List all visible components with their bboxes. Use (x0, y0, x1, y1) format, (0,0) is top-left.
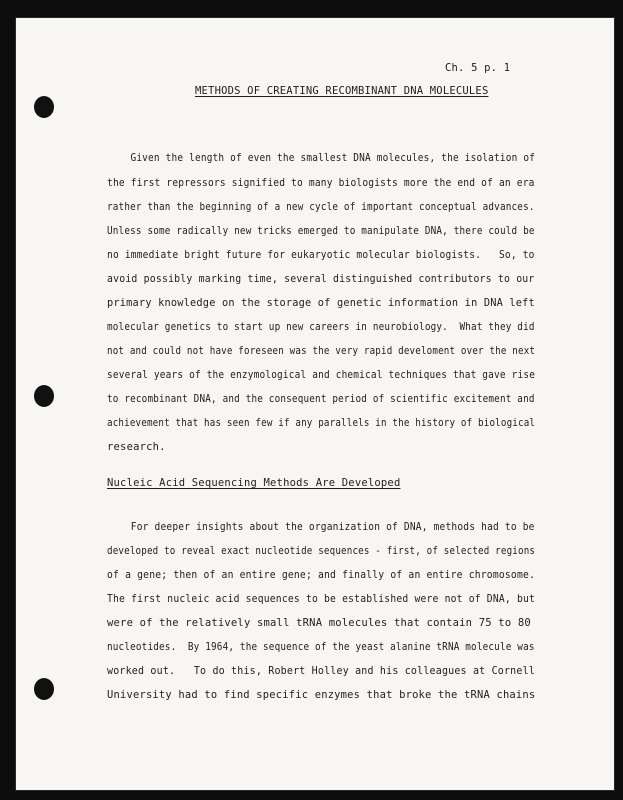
text-line: Unless some radically new tricks emerged to manipulate DNA, there could be (107, 225, 535, 237)
text-line: The first nucleic acid sequences to be established were not of DNA, but (107, 593, 536, 605)
text-line: to recombinant DNA, and the consequent period of scientific excitement and (107, 393, 535, 405)
section-heading: Nucleic Acid Sequencing Methods Are Developed (107, 477, 401, 489)
punch-hole (34, 96, 54, 118)
text-line: worked out. To do this, Robert Holley and his colleagues at Cornell (107, 665, 535, 677)
text-line: University had to find specific enzymes that broke the tRNA chains (107, 689, 536, 701)
text-line: the first repressors signified to many biologists more the end of an era (107, 177, 535, 189)
page-title: METHODS OF CREATING RECOMBINANT DNA MOLECULES (195, 85, 489, 97)
text-line: nucleotides. By 1964, the sequence of the yeast alanine tRNA molecule was (107, 641, 535, 653)
text-line: rather than the beginning of a new cycle of important conceptual advances. (107, 201, 535, 213)
text-line: primary knowledge on the storage of genetic information in DNA left (107, 297, 535, 309)
punch-hole (34, 678, 54, 700)
text-line: Given the length of even the smallest DNA molecules, the isolation of (107, 152, 536, 164)
page-number: Ch. 5 p. 1 (445, 62, 511, 74)
punch-hole (34, 385, 54, 407)
text-line: no immediate bright future for eukaryotic molecular biologists. So, to (107, 249, 535, 261)
text-line: achievement that has seen few if any parallels in the history of biological (107, 417, 536, 429)
text-line: avoid possibly marking time, several distinguished contributors to our (107, 273, 535, 285)
text-line: several years of the enzymological and chemical techniques that gave rise (107, 369, 536, 381)
text-line: molecular genetics to start up new careers in neurobiology. What they did (107, 321, 535, 333)
text-line: of a gene; then of an entire gene; and finally of an entire chromosome. (107, 569, 536, 581)
text-line: research. (107, 441, 166, 453)
text-line: developed to reveal exact nucleotide sequences - first, of selected regions (107, 545, 536, 557)
text-line: not and could not have foreseen was the very rapid develoment over the next (107, 345, 536, 357)
text-line: were of the relatively small tRNA molecules that contain 75 to 80 (107, 617, 531, 629)
text-line: For deeper insights about the organization of DNA, methods had to be (107, 521, 535, 533)
